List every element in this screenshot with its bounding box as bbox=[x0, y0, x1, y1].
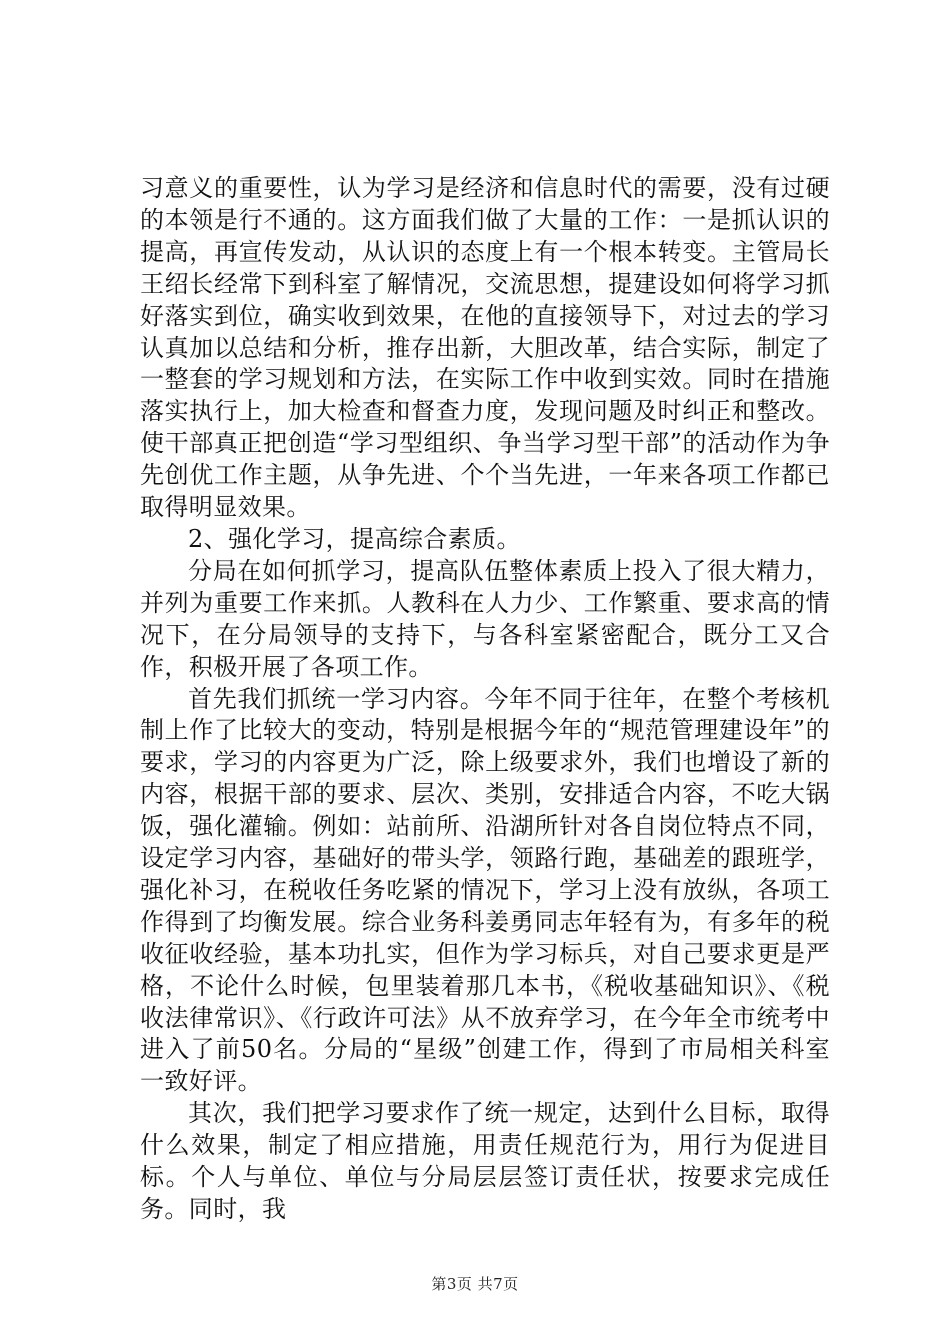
document-body bbox=[140, 173, 830, 1226]
page-footer bbox=[0, 1274, 950, 1294]
paragraph-continuation: 习意义的重要性，认为学习是经济和信息时代的需要，没有过硬的本领是行不通的。这方面我们做了大量的工作：一是抓认识的提高，再宣传发动，从认识的态度上有一个根本转变。主管局长王绍长经常下到科室了解情况，交流思想，提建设如何将学习抓好落实到位，确实收到效果，在他的直接领导下，对过去的学习认真加以总结和分析，推存出新，大胆改革，结合实际，制定了一整套的学习规划和方法，在实际工作中收到实效。同时在措施落实执行上，加大检查和督查力度，发现问题及时纠正和整改。使干部真正把创造“学习型组织、争当学习型干部”的活动作为争先创优工作主题，从争先进、个个当先进，一年来各项工作都已取得明显效果。 bbox=[140, 174, 830, 522]
section-heading: 2、强化学习，提高综合素质。 bbox=[188, 524, 521, 553]
paragraph: 其次，我们把学习要求作了统一规定，达到什么目标，取得什么效果，制定了相应措施，用责任规范行为，用行为促进目标。个人与单位、单位与分局层层签订责任状，按要求完成任务。同时，我 bbox=[140, 1099, 830, 1223]
paragraph: 分局在如何抓学习，提高队伍整体素质上投入了很大精力，并列为重要工作来抓。人教科在人力少、工作繁重、要求高的情况下，在分局领导的支持下，与各科室紧密配合，既分工又合作，积极开展了各项工作。 bbox=[140, 556, 830, 681]
paragraph: 首先我们抓统一学习内容。今年不同于往年，在整个考核机制上作了比较大的变动，特别是根据今年的“规范管理建设年”的要求，学习的内容更为广泛，除上级要求外，我们也增设了新的内容，根据干部的要求、层次、类别，安排适合内容，不吃大锅饭，强化灌输。例如：站前所、沿湖所针对各自岗位特点不同，设定学习内容，基础好的带头学，领路行跑，基础差的跟班学，强化补习，在税收任务吃紧的情况下，学习上没有放纵，各项工作得到了均衡发展。综合业务科姜勇同志年轻有为，有多年的税收征收经验，基本功扎实，但作为学习标兵，对自己要求更是严格，不论什么时候，包里装着那几本书，《税收基础知识》、《税收法律常识》、《行政许可法》从不放弃学习，在今年全市统考中进入了前50名。分局的“星级”创建工作，得到了市局相关科室一致好评。 bbox=[140, 684, 830, 1096]
page-number-label: 第3页 共7页 bbox=[431, 1275, 519, 1293]
